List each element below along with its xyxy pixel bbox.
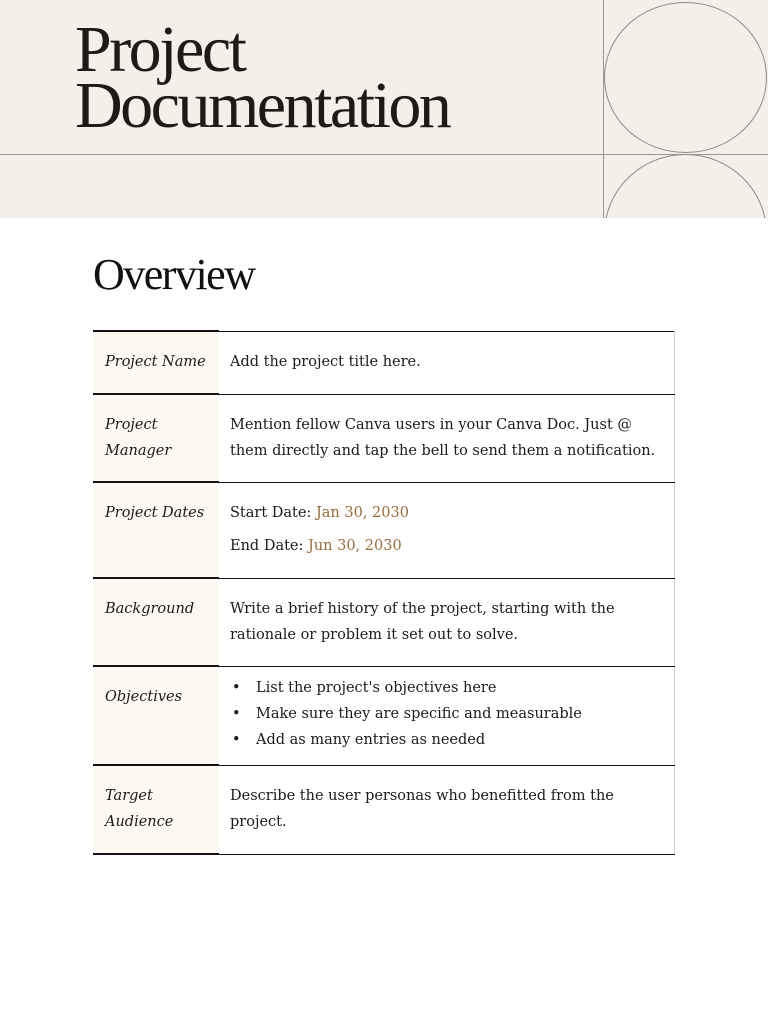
list-item-text: Add as many entries as needed [256,731,486,748]
objectives-list [230,675,662,753]
table-row-target-audience [93,765,675,854]
header-horizontal-rule [0,154,768,155]
bullet-icon: • [232,731,241,748]
row-value[interactable]: Add the project title here. [219,331,675,394]
row-label: Project Manager [93,394,219,482]
table-row-objectives [93,666,675,765]
row-value[interactable]: Mention fellow Canva users in your Canva Doc. Just @ them directly and tap the bell to send them a notification. [219,394,675,482]
header-banner [0,0,768,218]
document-title [75,13,450,142]
header-vertical-rule [603,0,604,218]
table-row-project-name [93,331,675,394]
list-item-text: Make sure they are specific and measurable [256,705,582,722]
row-value[interactable]: Write a brief history of the project, starting with the rationale or problem it set out to solve. [219,578,675,666]
table-row-background [93,578,675,666]
end-date-label: End Date: [230,537,308,554]
list-item [230,727,662,753]
start-date-label: Start Date: [230,504,316,521]
start-date-line [230,500,662,526]
row-label: Project Name [93,331,219,394]
decorative-circle-bottom [604,154,767,218]
title-line-1: Project [75,13,245,86]
title-line-2: Documentation [75,69,450,142]
list-item-text: List the project's objectives here [256,679,497,696]
table-row-project-manager [93,394,675,482]
list-item [230,701,662,727]
end-date-value: Jun 30, 2030 [308,537,402,554]
row-value-objectives[interactable] [219,666,675,765]
row-value[interactable]: Describe the user personas who benefitted from the project. [219,765,675,854]
row-label: Objectives [93,666,219,765]
row-value-dates[interactable] [219,482,675,578]
bullet-icon: • [232,705,241,722]
list-item [230,675,662,701]
decorative-circle-top [604,2,767,153]
table-row-project-dates [93,482,675,578]
end-date-line [230,533,662,559]
start-date-value: Jan 30, 2030 [315,504,409,521]
bullet-icon: • [232,679,241,696]
overview-table [93,330,675,855]
row-label: Project Dates [93,482,219,578]
row-label: Background [93,578,219,666]
row-label: Target Audience [93,765,219,854]
section-heading-overview: Overview [93,250,255,299]
